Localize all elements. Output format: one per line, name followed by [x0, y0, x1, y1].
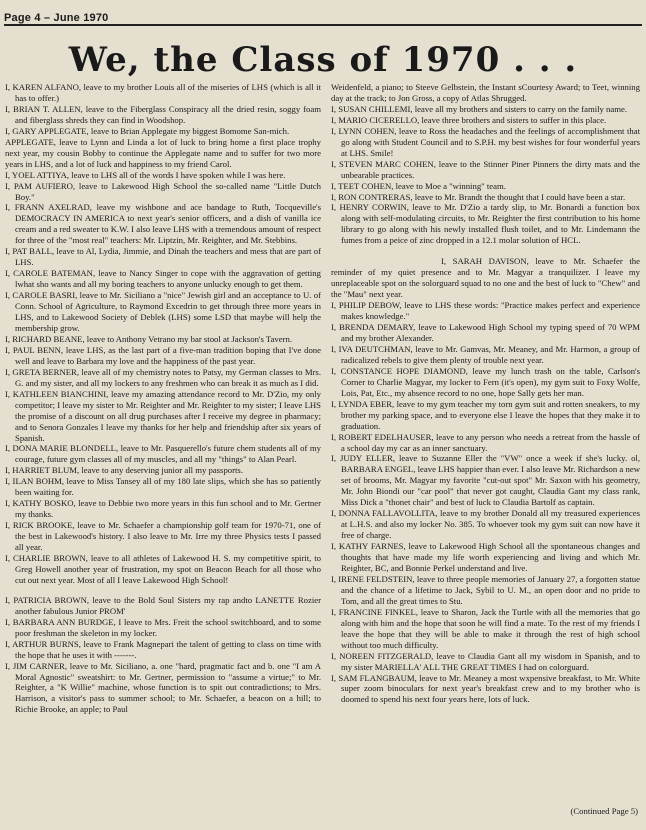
will-entry: I, KATHY FARNES, leave to Lakewood High School all the spontaneous changes and thoughts that have made my life worth experiencing and living and which Mr. Reighter, BC, and Bonnie Perkel understand and live. — [331, 541, 640, 573]
will-entry: I, IVA DEUTCHMAN, leave to Mr. Gamvas, Mr. Meaney, and Mr. Harmon, a group of radicalized rebels to give them plenty of trouble next year. — [331, 343, 640, 365]
will-entry: I, FRANCINE FINKEL, leave to Sharon, Jack the Turtle with all the memories that go along with him and the hope that soon he will find a mate. To the rest of my friends I leave the hope that they will be able to make it through the rest of high school without too much difficulty. — [331, 606, 640, 650]
will-entry: I, SARAH DAVISON, leave to Mr. Schaefer the reminder of my quiet presence and to Mr. Magyar a tranquilizer. I leave my unreplaceable spot on the solorguard squad to no one and the best of luck to "Chew" and the "Mau" next year. — [331, 256, 640, 300]
will-entry: APPLEGATE, leave to Lynn and Linda a lot of luck to bring home a first place trophy next year, my cousin Bobby to continue the Applegate name and to suffer for two more years in LHS, and a lot of luck and happiness to my friend Carol. — [5, 136, 321, 169]
will-entry: I, STEVEN MARC COHEN, leave to the Stinner Piner Pinners the dirty mats and the unbearable practices. — [331, 158, 640, 180]
will-entry: I, GRETA BERNER, leave all of my chemistry notes to Patsy, my German classes to Mrs. G. and my sister, and all my lockers to any freshmen who can break it as much as I did. — [5, 366, 321, 388]
page-header — [4, 8, 642, 22]
will-entry: I, RON CONTRERAS, leave to Mr. Brandt the thought that I could have been a star. — [331, 191, 626, 202]
will-entry: I, LYNDA EBER, leave to my gym teacher my torn gym suit and rotten sneakers, to my brother my parking space, and to everyone else I leave the hopes that they make it to graduation. — [331, 398, 640, 431]
will-entry: I, KATHY BOSKO, leave to Debbie two more years in this fun school and to Mr. Gertner my thanks. — [5, 498, 321, 520]
will-entry: I, PAT BALL, leave to Al, Lydia, Jimmie, and Dinah the teachers and mess that are part of LHS. — [5, 246, 321, 268]
will-entry: I, KATHLEEN BIANCHINI, leave my amazing attendance record to Mr. D'Zio, my only competitor; I leave my sister to Mr. Reighter and Mr. Reighter to my sister; I leave LHS the promise of a discount on all drug purchases after I receive my degree in pharmacy; and to Senora Gonzales I leave my thanks for her help and friendship after six years of Spanish. — [5, 388, 321, 443]
will-entry: I, SUSAN CHILLEMI, leave all my brothers and sisters to carry on the family name. — [331, 103, 628, 114]
continued-note: (Continued Page 5) — [570, 806, 638, 816]
will-entry: I, BRENDA DEMARY, leave to Lakewood High School my typing speed of 70 WPM and my brother Alexander. — [331, 322, 640, 343]
will-entry: I, IRENE FELDSTEIN, leave to three people memories of January 27, a forgotten statue and the chance of a lifetime to Jack, Sybil to U. M., an open door and no pride to Tom, and all the great times to Stu. — [331, 573, 640, 606]
will-entry: I, MARIO CICERELLO, leave three brothers and sisters to suffer in this place. — [331, 114, 607, 125]
will-entry: I, JIM CARNER, leave to Mr. Siciliano, a. one "hard, pragmatic fact and b. one "I am A Moral Agnostic" sweatshirt: to Mr. Gertner, permission to "assume a virtue;" to Mr. Reighter, a "K Willie" machine, whose function is to spit out contradictions; to Mrs. Harrison, a visitor's pass to summer school; to Mr. Schaefer, a beacon on a hill; to Richie Brooke, an apple; to Paul — [5, 660, 321, 715]
will-entry: I, PAUL BENN, leave LHS, as the last part of a five-man tradition boping that I've done well and leave to Barbara my love and the happiness of the past year. — [5, 344, 321, 366]
will-entry: I, CAROLE BASRI, leave to Mr. Siciliano a "nice" Jewish girl and an acceptance to U. of Conn. School of Agriculture, to Raymond Excedrin to get through three more years in LHS, and to Lakewood Society of Deblek (LHS) some LSD that maybe will help the membership grow. — [5, 290, 321, 333]
header-rule — [4, 24, 642, 26]
will-entry: I, ILAN BOHM, leave to Miss Tansey all of my 180 late slips, which she has so patiently been waiting for. — [5, 476, 321, 498]
will-entry: I, BARBARA ANN BURDGE, I leave to Mrs. Freit the school switchboard, and to some poor freshman the skeleton in my locker. — [5, 616, 321, 638]
will-entry: I, DONA MARIE BLONDELL, leave to Mr. Pasquerello's future chem students all of my courage, future gym classes all of my muscles, and all my "things" to Alan Pearl. — [5, 443, 321, 465]
will-entry: I, TEET COHEN, leave to Moe a "winning" team. — [331, 180, 506, 191]
page-label: Page 4 – June 1970 — [4, 12, 109, 24]
will-entry: I, LYNN COHEN, leave to Ross the headaches and the feelings of accomplishment that go along with Student Council and to S.P.H. my best wishes for four wonderful years at LHS. Smile! — [331, 125, 640, 158]
will-entry: I, BRIAN T. ALLEN, leave to the Fiberglass Conspiracy all the dried resin, soggy foam and fiberglass shreds they can find in Woodshop. — [5, 103, 321, 125]
will-entry: I, PATRICIA BROWN, leave to the Bold Soul Sisters my rap andto LANETTE Rozier another fabulous Junior PROM' — [5, 594, 321, 616]
will-entry: I, NOREEN FITZGERALD, leave to Claudia Gant all my wisdom in Spanish, and to my sister MARIELLA' ALL THE GREAT TIMES I had on colorguard. — [331, 650, 640, 672]
will-entry: I, ROBERT EDELHAUSER, leave to any person who needs a retreat from the hassle of a school day my car as an inner sanctuary. — [331, 431, 640, 453]
will-entry: I, YOEL ATTIYA, leave to LHS all of the words I have spoken while I was here. — [5, 169, 286, 180]
will-entry: I, HARRIET BLUM, leave to any deserving junior all my passports. — [5, 465, 243, 476]
will-entry: I, KAREN ALFANO, leave to my brother Louis all of the miseries of LHS (which is all it has to offer.) — [5, 82, 321, 103]
will-entry: I, RICHARD BEANE, leave to Anthony Vetrano my bar stool at Jackson's Tavern. — [5, 333, 293, 344]
right-column — [331, 82, 640, 705]
will-entry: I, DONNA FALLAVOLLITA, leave to my brother Donald all my treasured experiences at L.H.S. and also my locker No. 385. To whoever took my gym suit can now have it free of charge. — [331, 508, 640, 541]
will-entry: I, FRANN AXELRAD, leave my wishbone and ace bandage to Ruth, Tocqueville's DEMOCRACY IN AMERICA to next year's senior officers, and a dish of vanilla ice cream and a red sweater to K.W. I also leave LHS with a tremendous amount of respect for three of the "most real" teachers: Mr. Liptzin, Mr. Reighter, and Mr. Stebbins. — [5, 202, 321, 246]
will-entry: I, CONSTANCE HOPE DIAMOND, leave my lunch trash on the table, Carlson's Corner to Charlie Magyar, my locker to Fern (it's open), my gym suit to Foxy Wolfe, Lois, Pat, Etc., my absence record to no one, hope Sally gets her man. — [331, 365, 640, 398]
will-entry: I, SAM FLANGBAUM, leave to Mr. Meaney a most wxpensive breakfast, to Mr. White super zoom binoculars for next year's breakfast crew and to my brother who is doomed to spend his next four years here, lots of luck. — [331, 672, 640, 705]
article-title: We, the Class of 1970 . . . — [68, 40, 578, 80]
left-column — [5, 82, 321, 715]
will-entry: I, ARTHUR BURNS, leave to Frank Magnepari the talent of getting to class on time with the hope that he uses it with -------. — [5, 638, 321, 660]
will-entry: I, PHILIP DEBOW, leave to LHS these words: "Practice makes perfect and experience makes knowledge." — [331, 300, 640, 322]
will-entry: I, PAM AUFIERO, leave to Lakewood High School the so-called name "Little Dutch Boy." — [5, 180, 321, 202]
will-entry: Weidenfeld, a piano; to Steeve Gelbstein, the Instant sCourtesy Award; to Teet, winning day at the track; to Jon Gross, a copy of Atlas Shrugged. — [331, 82, 640, 103]
will-entry: I, JUDY ELLER, leave to Suzanne Eller the "VW" once a week if she's lucky. ol, BARBARA ENGEL, leave LHS happier than ever. I also leave Mr. Richardson a new set of brooms, Mr. Magyar my favorite "cut-out spot" Mr. Saxon with his geometry, Mr. John Biondi our "car pool" that never got caught, Claudia Gant my class rank, Miss Dick a "thonet chair" and best of luck to Claudia Bartolf as captain. — [331, 453, 640, 508]
will-entry: I, CAROLE BATEMAN, leave to Nancy Singer to cope with the aggravation of getting lwhat sho wants and all my boring teachers to anyone unlucky enough to get them. — [5, 268, 321, 290]
will-entry: I, GARY APPLEGATE, leave to Brian Applegate my biggest Bomome San-mich. — [5, 125, 290, 136]
will-entry: I, HENRY CORWIN, leave to Mr. D'Zio a tardy slip, to Mr. Bonardi a function box along with self-modulating circuits, to Mr. Reighter the first contribution to his home library to go along with his newly installed flush toilet, and to Mr. Lindemann the fumes from a peice of zinc dropped in a 12.1 molar solution of HCL. — [331, 202, 640, 246]
will-entry: I, CHARLIE BROWN, leave to all athletes of Lakewood H. S. my competitive spirit, to Greg Howell another year of frustration, my spot on Beacon Beach for all those who cut out next year. Most of all I leave Lakewood High School! — [5, 552, 321, 585]
will-entry: I, RICK BROOKE, leave to Mr. Schaefer a championship golf team for 1970-71, one of the best in Lakewood's history. I also leave to Mr. Irre my three Physics tests I passed all year. — [5, 520, 321, 553]
